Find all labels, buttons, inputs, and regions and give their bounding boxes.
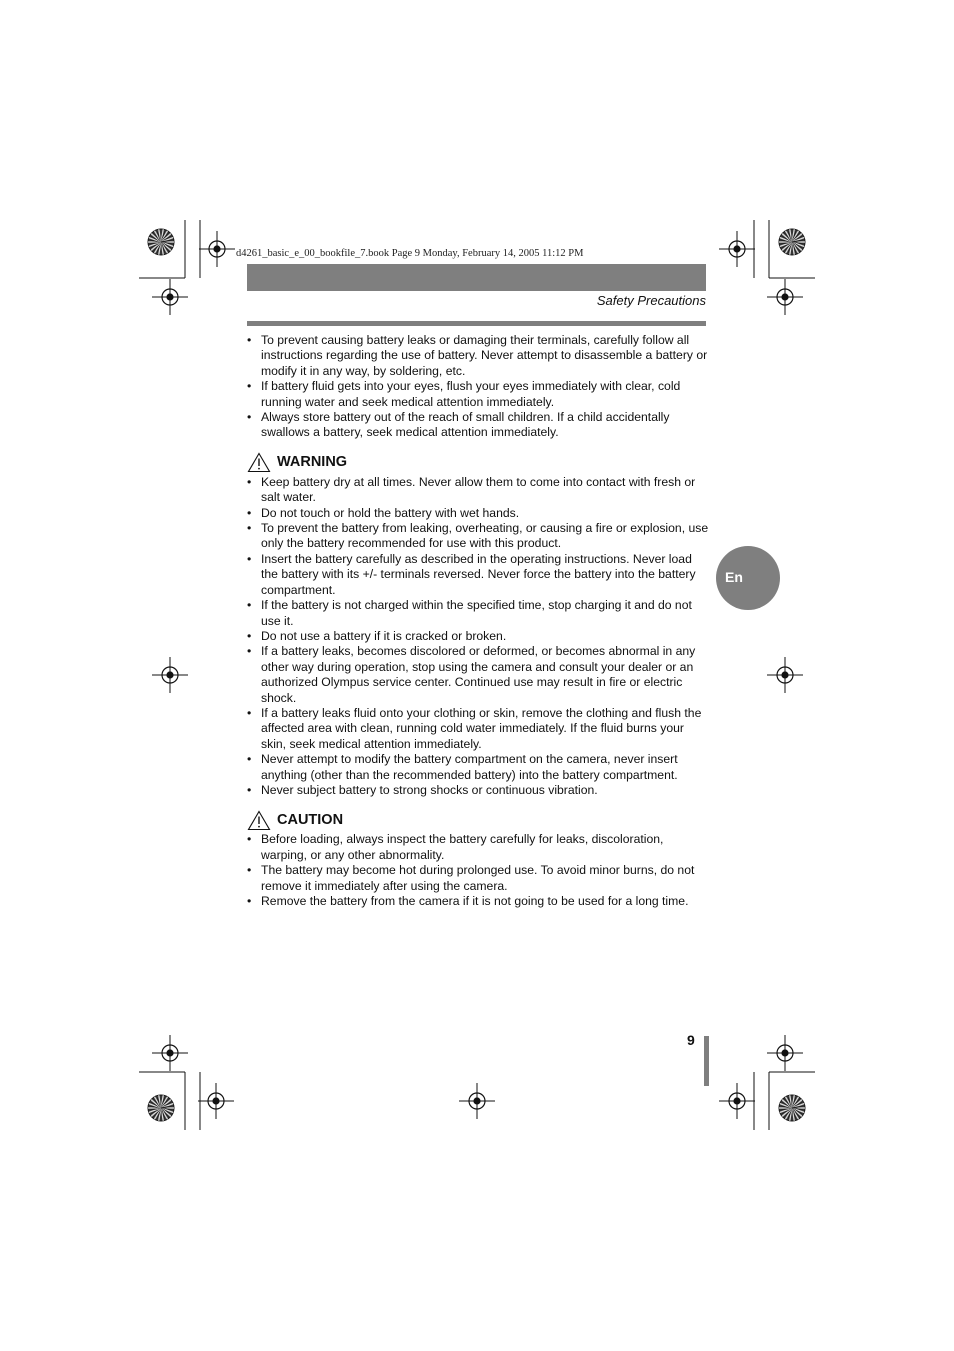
list-item: • Insert the battery carefully as described in the operating instructions. Never load the battery with its +/- terminals reversed. Never force the battery into the battery compartment. [247, 552, 709, 598]
section-title: Safety Precautions [596, 293, 706, 308]
warning-triangle-icon [247, 452, 271, 473]
header-bar [247, 264, 706, 291]
list-item: • Do not use a battery if it is cracked or broken. [247, 629, 709, 644]
list-item: • Keep battery dry at all times. Never allow them to come into contact with fresh or salt water. [247, 475, 709, 506]
warning-heading [247, 452, 709, 474]
language-tab [716, 546, 780, 610]
list-item: • If the battery is not charged within the specified time, stop charging it and do not use it. [247, 598, 709, 629]
list-item: • To prevent the battery from leaking, overheating, or causing a fire or explosion, use only the battery recommended for use with this product. [247, 521, 709, 552]
caution-bullet-list [247, 832, 709, 909]
list-item: • Before loading, always inspect the battery carefully for leaks, discoloration, warping, or any other abnormality. [247, 832, 709, 863]
list-item: • If a battery leaks, becomes discolored or deformed, or becomes abnormal in any other way during operation, stop using the camera and consult your dealer or an authorized Olympus service center. Continued use may result in fire or electric shock. [247, 644, 709, 706]
list-item: • Always store battery out of the reach of small children. If a child accidentally swallows a battery, seek medical attention immediately. [247, 410, 709, 441]
caution-heading [247, 809, 709, 831]
file-info-line: d4261_basic_e_00_bookfile_7.book Page 9 Monday, February 14, 2005 11:12 PM [236, 248, 584, 259]
main-content [247, 333, 709, 909]
list-item: • If battery fluid gets into your eyes, flush your eyes immediately with clear, cold running water and seek medical attention immediately. [247, 379, 709, 410]
page-number-bar [704, 1036, 709, 1086]
warning-bullet-list [247, 475, 709, 799]
header-rule [247, 321, 706, 326]
list-item: • Never attempt to modify the battery compartment on the camera, never insert anything (other than the recommended battery) into the battery compartment. [247, 752, 709, 783]
warning-title: WARNING [277, 454, 348, 471]
intro-bullet-list [247, 333, 709, 441]
list-item: • The battery may become hot during prolonged use. To avoid minor burns, do not remove it immediately after using the camera. [247, 863, 709, 894]
list-item: • If a battery leaks fluid onto your clothing or skin, remove the clothing and flush the affected area with clean, running cold water immediately. If the fluid burns your skin, seek medical attention immediately. [247, 706, 709, 752]
list-item: • Remove the battery from the camera if it is not going to be used for a long time. [247, 894, 709, 909]
page-number: 9 [687, 1032, 695, 1048]
list-item: • To prevent causing battery leaks or damaging their terminals, carefully follow all instructions regarding the use of battery. Never attempt to disassemble a battery or modify it in any way, by soldering, etc. [247, 333, 709, 379]
warning-triangle-icon [247, 810, 271, 831]
language-tab-label: En [725, 569, 743, 585]
caution-title: CAUTION [277, 811, 344, 828]
list-item: • Never subject battery to strong shocks or continuous vibration. [247, 783, 709, 798]
list-item: • Do not touch or hold the battery with wet hands. [247, 506, 709, 521]
